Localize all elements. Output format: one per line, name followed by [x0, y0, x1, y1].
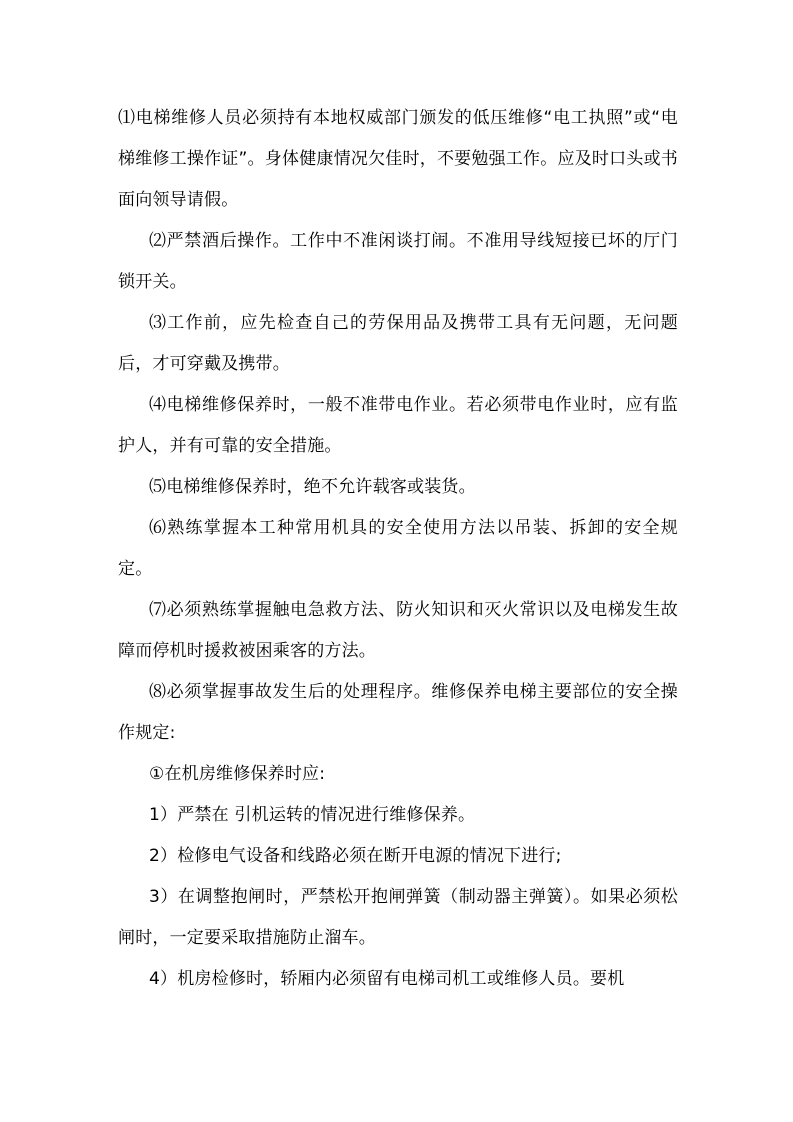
paragraph-4: ⑷电梯维修保养时，一般不准带电作业。若必须带电作业时，应有监护人，并有可靠的安全措施。 — [118, 395, 678, 456]
paragraph-2: ⑵严禁酒后操作。工作中不准闲谈打闹。不准用导线短接已坏的厅门锁开关。 — [118, 231, 678, 292]
paragraph-3: ⑶工作前，应先检查自己的劳保用品及携带工具有无问题，无问题后，才可穿戴及携带。 — [118, 313, 678, 374]
paragraph-1: ⑴电梯维修人员必须持有本地权威部门颁发的低压维修“电工执照”或“电梯维修工操作证”。身体健康情况欠佳时，不要勉强工作。应及时口头或书面向领导请假。 — [118, 108, 678, 210]
paragraph-11: 2）检修电气设备和线路必须在断开电源的情况下进行; — [149, 846, 562, 866]
paragraph-13: 4）机房检修时，轿厢内必须留有电梯司机工或维修人员。要机 — [149, 969, 625, 989]
paragraph-6: ⑹熟练掌握本工种常用机具的安全使用方法以吊装、拆卸的安全规定。 — [118, 518, 678, 579]
paragraph-7: ⑺必须熟练掌握触电急救方法、防火知识和灭火常识以及电梯发生故障而停机时援救被困乘客的方法。 — [118, 600, 678, 661]
paragraph-12: 3）在调整抱闸时，严禁松开抱闸弹簧（制动器主弹簧）。如果必须松闸时，一定要采取措施防止溜车。 — [118, 887, 678, 948]
paragraph-8: ⑻必须掌握事故发生后的处理程序。维修保养电梯主要部位的安全操作规定: — [118, 682, 678, 743]
paragraph-5: ⑸电梯维修保养时，绝不允许载客或装货。 — [149, 477, 476, 497]
paragraph-10: 1）严禁在 引机运转的情况进行维修保养。 — [149, 805, 476, 825]
paragraph-9: ①在机房维修保养时应: — [149, 764, 326, 784]
document-body — [118, 98, 678, 1000]
